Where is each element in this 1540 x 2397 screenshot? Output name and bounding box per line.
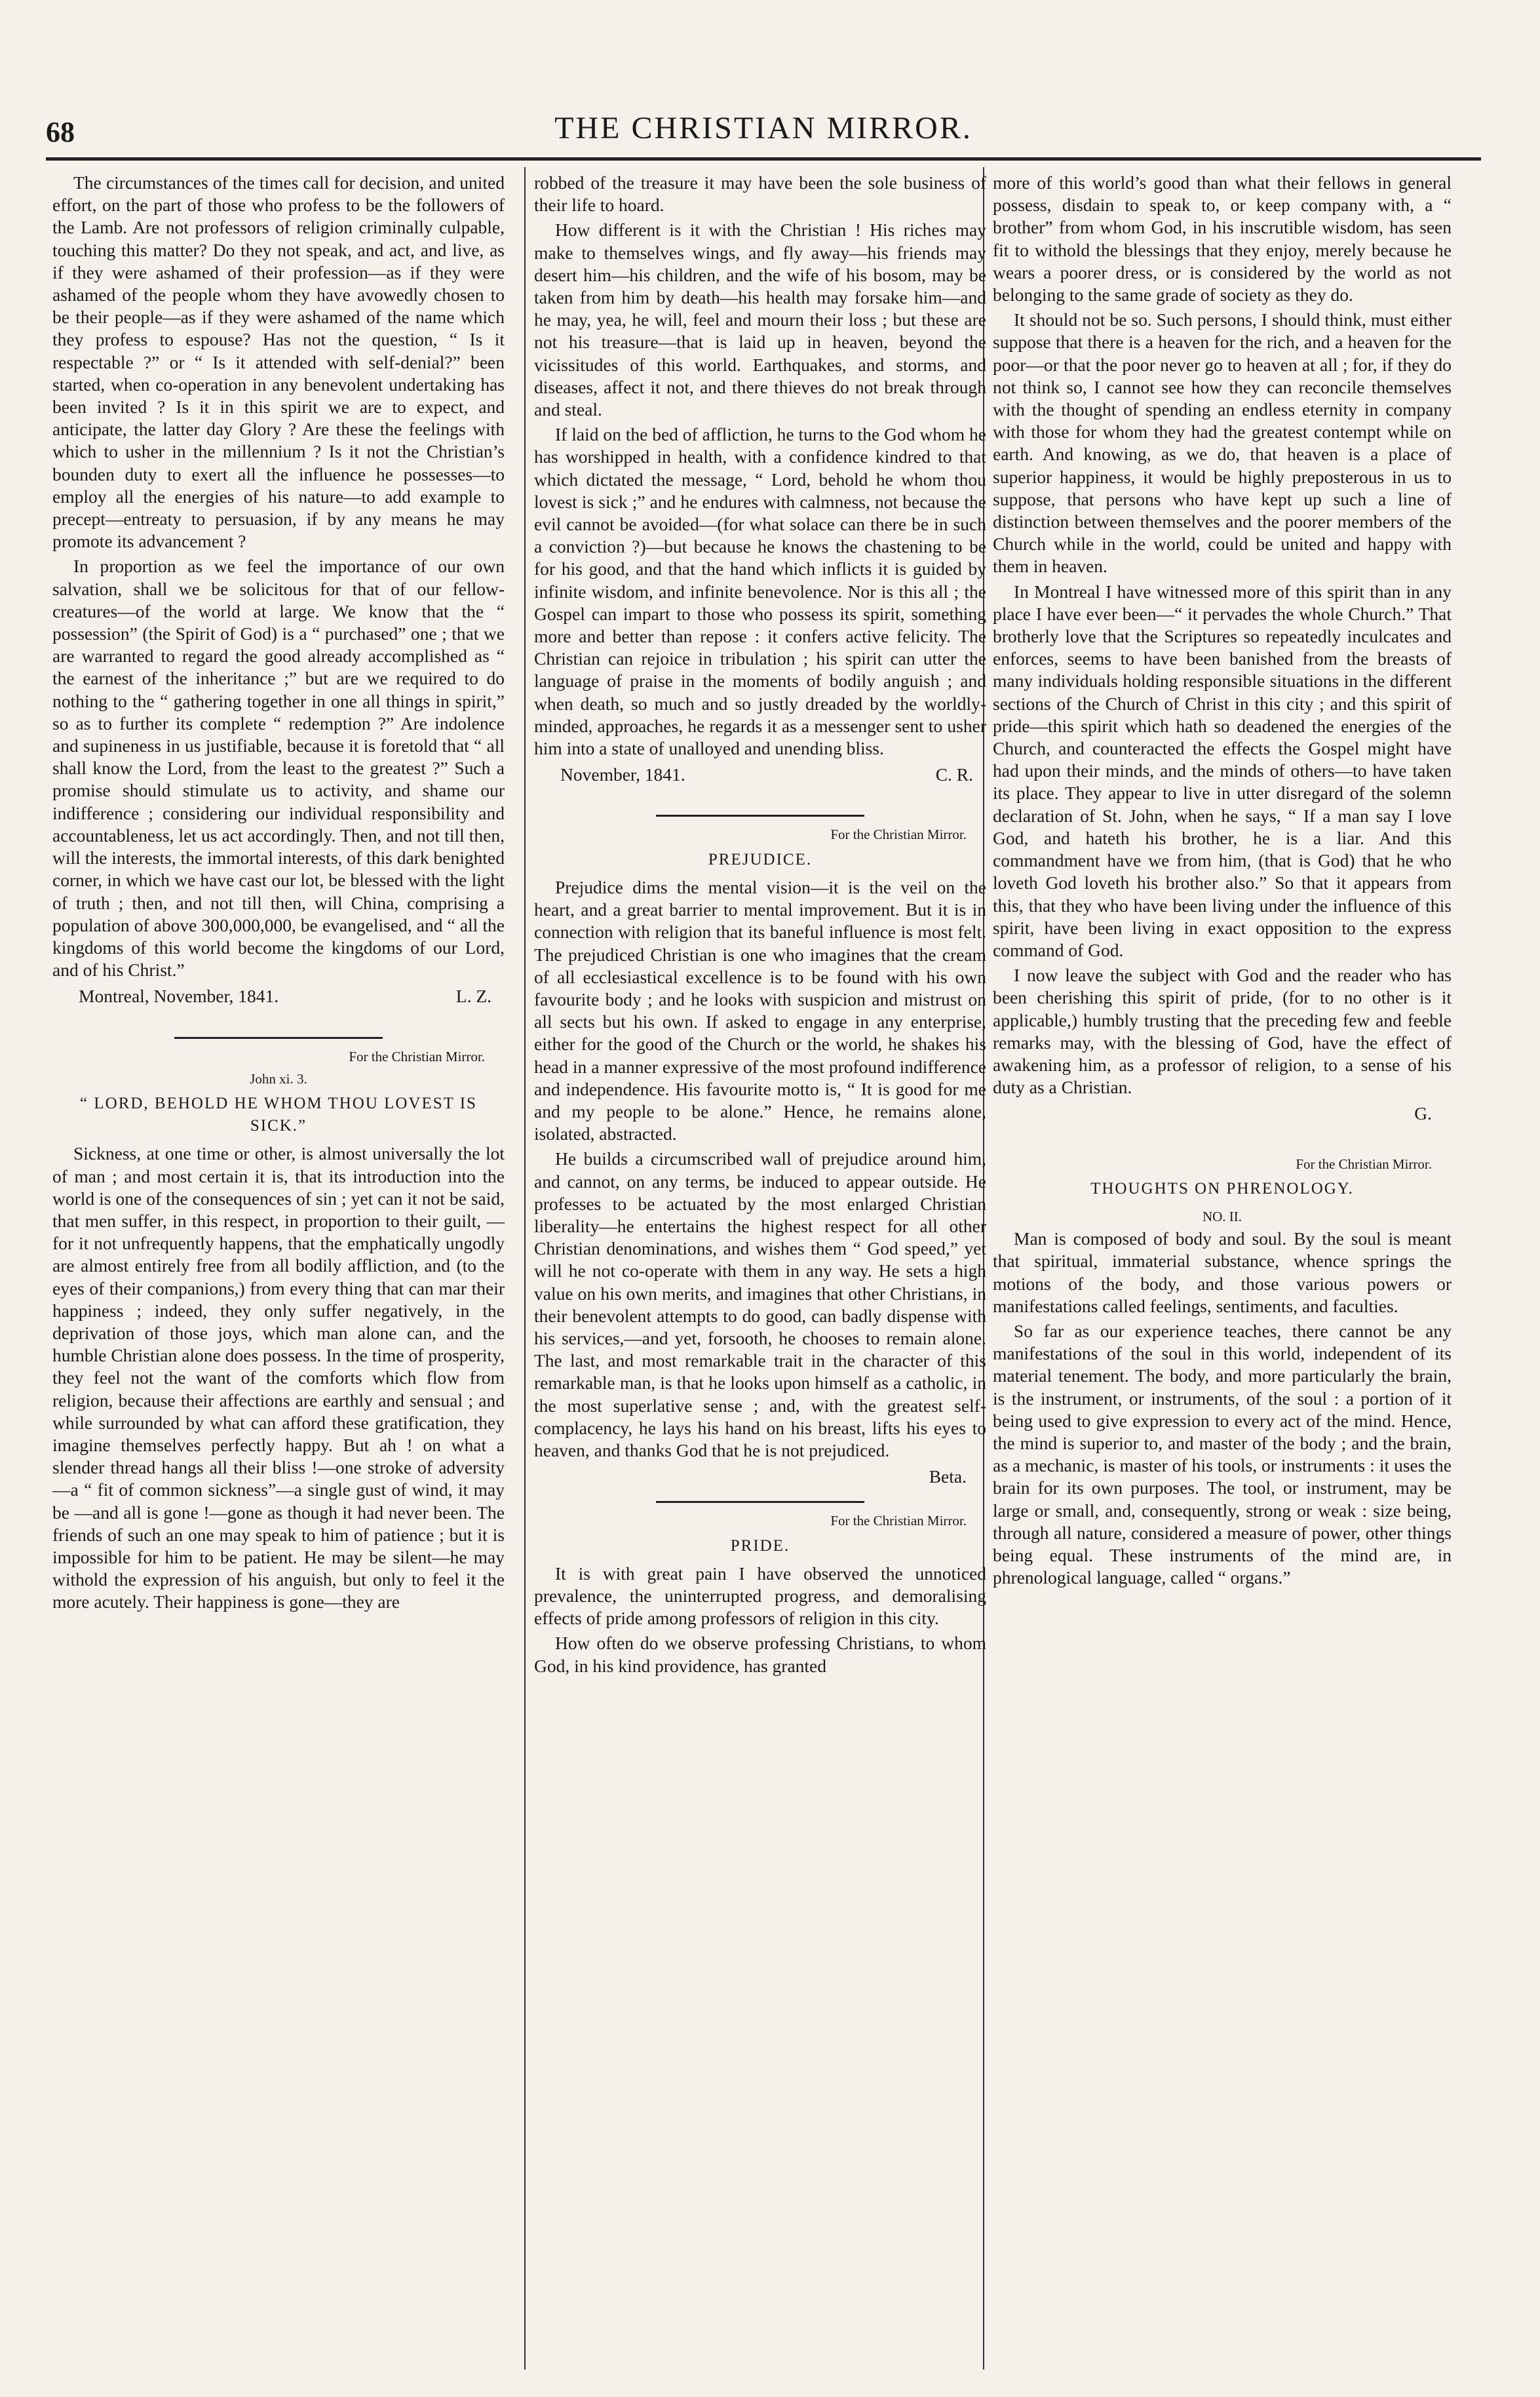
signature-line (534, 760, 986, 786)
column-rule-1 (524, 167, 526, 2369)
paragraph: Man is composed of body and soul. By the soul is meant that spiritual, immaterial substance, whence springs the motions of the body, and those various powers or manifestations called feelings, sentiments, and faculties. (993, 1228, 1452, 1316)
signature-initials: L. Z. (455, 986, 491, 1007)
paragraph: I now leave the subject with God and the reader who has been cherishing this spirit of pride, (for to no other is it applicable,) humbly trusting that the preceding few and feeble remarks may, with the blessing of God, have the effect of awakening him, as a professor of religion, to a sense of his duty as a Christian. (993, 965, 1452, 1098)
article-separator (656, 815, 864, 817)
running-title: THE CHRISTIAN MIRROR. (554, 111, 972, 146)
paragraph: Sickness, at one time or other, is almost universally the lot of man ; and most certain it is, that its introduction into the world is one of the consequences of sin ; yet can it not be said, that men suffer, in this respect, in proportion to their guilt, —for it not unfrequently happens, that the emphatically ungodly are almost entirely free from all bodily affliction, and (to the eyes of their companions,) from every thing that can mar their happiness ; indeed, they only suffer negatively, in the deprivation of those joys, which man alone can, and the humble Christian alone does possess. In the time of prosperity, they feel not the want of the comforts which flow from religion, because their affections are earthly and sensual ; and while surrounded by what can afford these gratification, they imagine themselves perfectly happy. But ah ! on what a slender thread hangs all their bliss !—one stroke of adversity—a “ fit of common sickness”—a single gust of wind, it may be —and all is gone !—gone as though it had never been. The friends of such an one may speak to him of patience ; but it is impossible for him to be patient. He may be silent—he may withold the expression of his anguish, but only to feel it the more acutely. Their happiness is gone—they are (52, 1143, 505, 1612)
article-separator (174, 1037, 382, 1039)
article-title: PRIDE. (730, 1536, 790, 1555)
paragraph: robbed of the treasure it may have been the sole business of their life to hoard. (534, 172, 986, 216)
signature-place-date: Montreal, November, 1841. (79, 986, 279, 1007)
signature: Beta. (929, 1466, 967, 1487)
signature: G. (1414, 1103, 1432, 1124)
article-source: For the Christian Mirror. (349, 1048, 485, 1064)
column-3 (993, 172, 1452, 1589)
paragraph: He builds a circumscribed wall of prejudice around him, and cannot, on any terms, be induced to appear outside. He professes to be actuated by the most enlarged Christian liberality—he entertains the highest respect for all other Christian denominations, and wishes them “ God speed,” yet will he not co-operate with them in any way. He sets a high value on his own merits, and imagines that other Christians, in their benevolent attempts to do good, can badly dispense with his services,—and yet, forsooth, he chooses to remain alone. The last, and most remarkable trait in the character of this remarkable man, is that he looks upon himself as a catholic, in the most superlative sense ; and, with the greatest self-complacency, he lays his hand on his breast, lifts his eyes to heaven, and thanks God that he is not prejudiced. (534, 1148, 986, 1460)
signature-line (534, 1462, 986, 1488)
header-rule (46, 157, 1481, 161)
paragraph: The circumstances of the times call for decision, and united effort, on the part of those who profess to be the followers of the Lamb. Are not professors of religion criminally culpable, touching this matter? Do they not speak, and act, and live, as if they were ashamed of their profession—as if they were ashamed of the people whom they have avowedly chosen to be their people—as if they were ashamed of the name which they profess to espouse? Has not the question, “ Is it respectable ?” or “ Is it attended with self-denial?” been started, when co-operation in any benevolent undertaking has been invited ? Is it in this spirit we are to expect, and anticipate, the latter day Glory ? Are these the feelings with which to usher in the millennium ? Is it not the Christian’s bounden duty to exert all the influence he possesses—to employ all the energies of his nature—to add example to precept—entreaty to persuasion, if by any means he may promote its advancement ? (52, 172, 505, 552)
paragraph: If laid on the bed of affliction, he turns to the God whom he has worshipped in health, with a confidence kindred to that which dictated the message, “ Lord, behold he whom thou lovest is sick ;” and he endures with calmness, not because the evil cannot be avoided—(for what solace can there be in such a conviction ?)—but because he knows the chastening to be for his good, and that the hand which inflicts it is guided by infinite wisdom, and infinite benevolence. Nor is this all ; the Gospel can impart to those who possess its spirit, something more and better than repose : it confers active felicity. The Christian can rejoice in tribulation ; his spirit can utter the language of praise in the moments of bodily anguish ; and when death, so much and so justly dreaded by the worldly-minded, approaches, he regards it as a messenger sent to usher him into a state of unalloyed and unending bliss. (534, 424, 986, 759)
paragraph: In proportion as we feel the importance of our own salvation, shall we be solicitous for that of our fellow-creatures—of the world at large. We know that the “ possession” (the Spirit of God) is a “ purchased” one ; that we are warranted to regard the good already accomplished as “ the earnest of the inheritance ;” but are we required to do nothing to the “ gathering together in one all things in spirit,” so as to further its complete “ redemption ?” Are indolence and supineness in us justifiable, because it is foretold that “ all shall know the Lord, from the least to the greatest ?” Such a promise should stimulate us to activity, and shame our indifference ; considering our individual responsibility and accountableness, let us act accordingly. Then, and not till then, will the interests, the immortal interests, of this dark benighted corner, in which we have cast our lot, be blessed with the light of truth ; then, and not till then, will China, comprising a population of above 300,000,000, be evangelised, and “ all the kingdoms of this world become the kingdoms of our Lord, and of his Christ.” (52, 556, 505, 981)
signature-line (52, 981, 505, 1007)
article-source: For the Christian Mirror. (830, 1513, 967, 1529)
scripture-reference: John xi. 3. (250, 1070, 307, 1087)
page-number: 68 (46, 116, 75, 148)
article-title: PREJUDICE. (708, 850, 813, 868)
paragraph: In Montreal I have witnessed more of this spirit than in any place I have ever been—“ it pervades the whole Church.” That brotherly love that the Scriptures so repeatedly inculcates and enforces, seems to have been banished from the breasts of many individuals holding responsible situations in the different sections of the Church of Christ in this city ; and this spirit of pride—this spirit which hath so deadened the energies of the Church, and counteracted the effects the Gospel might have had upon their minds, and the minds of others—to have taken its place. They appear to live in utter disregard of the solemn declaration of St. John, when he says, “ If a man say I love God, and hateth his brother, he is a liar. And this commandment have we from him, (that is God) that he who loveth God loveth his brother also.” So that it appears from this, that they who have been living under the influence of this spirit, have been living in exact opposition to the express command of God. (993, 581, 1452, 960)
article-source: For the Christian Mirror. (830, 827, 967, 843)
article-number: NO. II. (1202, 1208, 1242, 1224)
paragraph: It is with great pain I have observed the unnoticed prevalence, the uninterrupted progress, and demoralising effects of pride among professors of religion in this city. (534, 1563, 986, 1629)
paragraph: How often do we observe professing Christians, to whom God, in his kind providence, has granted (534, 1633, 986, 1676)
paragraph: How different is it with the Christian ! His riches may make to themselves wings, and fly away—his friends may desert him—his children, and the wife of his bosom, may be taken from him by death—his health may forsake him—and he may, yea, he will, feel and mourn their loss ; but these are not his treasure—that is laid up in heaven, beyond the vicissitudes of this world. Earthquakes, and storms, and diseases, affect it not, and there thieves do not break through and steal. (534, 220, 986, 420)
paragraph: So far as our experience teaches, there cannot be any manifestations of the soul in this world, independent of its material tenement. The body, and more particularly the brain, is the instrument, or instruments, of the soul : a portion of it being used to give expression to every act of the mind. Hence, the mind is superior to, and master of the body ; and the brain, as a mechanic, is master of his tools, or instruments : it uses the brain for its own purposes. The tool, or instrument, may be large or small, and, consequently, strong or weak : size being, through all nature, considered a measure of power, other things being equal. These instruments of the mind are, in phrenological language, called “ organs.” (993, 1320, 1452, 1588)
article-title: “ LORD, BEHOLD HE WHOM THOU LOVEST IS SICK.” (80, 1094, 477, 1135)
article-separator (656, 1501, 864, 1503)
column-2 (534, 172, 986, 1677)
signature-line (993, 1099, 1452, 1125)
paragraph: It should not be so. Such persons, I should think, must either suppose that there is a heaven for the rich, and a heaven for the poor—or that the poor never go to heaven at all ; for, if they do not think so, I cannot see how they can reconcile themselves with the thought of spending an endless eternity in company with those for whom they had the greatest contempt while on earth. And knowing, as we do, that heaven is a place of superior happiness, it would be highly preposterous in us to suppose, that persons who have kept up such a line of distinction between themselves and the poorer members of the Church while in the world, could be united and happy with them in heaven. (993, 309, 1452, 577)
paragraph: more of this world’s good than what their fellows in general possess, disdain to speak to, or keep company with, a “ brother” from whom God, in his inscrutible wisdom, has seen fit to withold the blessings that they enjoy, merely because he wears a poorer dress, or is considered by the world as not belonging to the same grade of society as they do. (993, 172, 1452, 305)
signature-initials: C. R. (935, 764, 973, 785)
page-header (46, 98, 1481, 151)
column-1 (52, 172, 505, 1614)
article-title: THOUGHTS ON PHRENOLOGY. (1090, 1179, 1354, 1198)
signature-date: November, 1841. (560, 764, 685, 785)
article-source: For the Christian Mirror. (1296, 1156, 1432, 1172)
paragraph: Prejudice dims the mental vision—it is the veil on the heart, and a great barrier to mental improvement. But it is in connection with religion that its baneful influence is most felt. The prejudiced Christian is one who imagines that the cream of all ecclesiastical excellence is to be found with his own favourite body ; and he looks with suspicion and mistrust on all sects but his own. If asked to engage in any enterprise, either for the good of the Church or the world, he shakes his head in a manner expressive of the most profound indifference and independence. His favourite motto is, “ It is good for me and my people to be alone.” Hence, he remains alone, isolated, abstracted. (534, 876, 986, 1144)
